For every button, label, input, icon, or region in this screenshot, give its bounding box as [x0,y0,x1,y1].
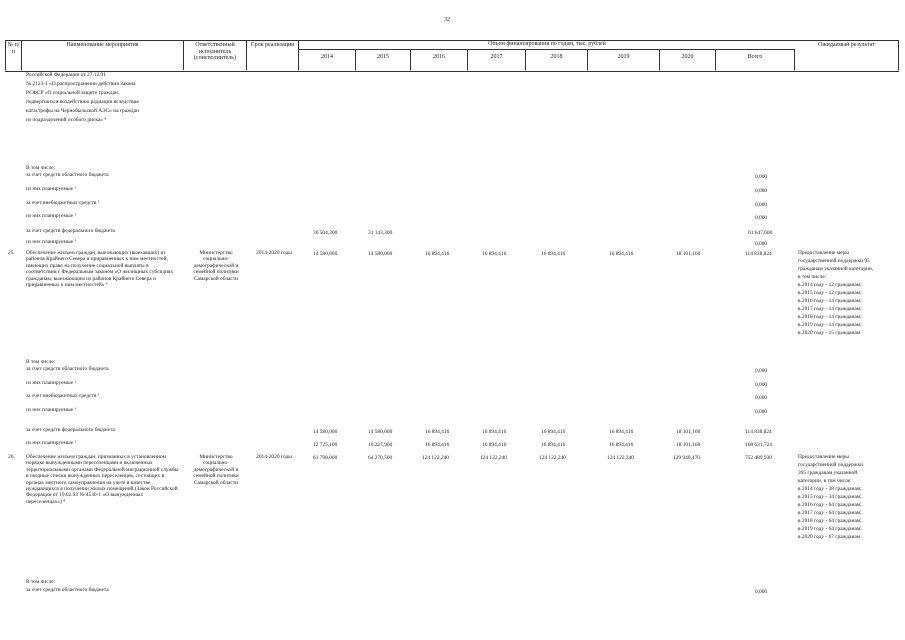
value-2016: 16 894,416 [425,251,450,257]
header-year: 2014 [299,49,356,70]
result-line: категории, в том числе: [798,478,852,484]
result-line: Предоставление меры [798,454,849,460]
value-2014: 30 504,300 [313,230,338,236]
value-2017: 124 122,240 [480,455,507,461]
value-2019: 16 894,416 [609,429,634,435]
value-2016: 16 894,416 [425,442,450,448]
value-2019: 16 894,416 [609,442,634,448]
value-2015: 64 270,500 [368,455,393,461]
value-2020: 18 101,160 [676,429,701,435]
total-value: 0,000 [755,589,768,595]
value-2020: 18 101,160 [676,251,701,257]
row-label: из них планируемые ¹ [26,380,76,386]
row-label: за счет средств федерального бюджета [26,228,115,234]
implementation-term: 2014-2020 годы [256,454,292,460]
result-line: в 2019 году - 64 гражданам; [798,526,862,532]
header-year: 2020 [660,49,716,70]
total-value: 0,000 [755,215,768,221]
result-line: в 2016 году - 64 гражданам; [798,502,862,508]
value-2014: 12 725,100 [313,442,338,448]
header-col-term: Срок реализации [247,40,299,70]
responsible-executor: Министерство социально-демографической и семейной политики Самарской области [193,250,239,282]
header-year-total: Всего [716,49,795,70]
total-value: 752 489,930 [745,455,772,461]
value-2014: 61 790,000 [313,455,338,461]
page-number: 32 [444,17,450,23]
result-line: гражданам указанной категории, [798,266,874,272]
result-line: в 2015 году - 12 гражданам; [798,290,862,296]
total-value: 114 838,824 [745,251,772,257]
value-2015: 14 580,000 [368,251,393,257]
value-2020: 129 940,470 [673,455,700,461]
total-value: 0,000 [755,395,768,401]
total-value: 61 647,600 [748,230,773,236]
row-label: за счет средств областного бюджета [26,172,109,178]
value-2018: 124 122,240 [539,455,566,461]
row-number: 25. [8,250,15,256]
continued-text-line: из подразделений особого риска» ⁴ [26,117,107,123]
header-year: 2019 [588,49,660,70]
continued-text-line: подвергшихся воздействию радиации вследствие [26,99,139,105]
header-col-volume: Объем финансирования по годам, тыс. рублей [299,40,795,50]
value-2014: 14 580,000 [313,429,338,435]
row-label: из них планируемые ¹ [26,440,76,446]
row-label: из них планируемые ¹ [26,239,76,245]
row-label: из них планируемые ¹ [26,213,76,219]
result-line: Предоставление меры [798,250,849,256]
continued-text-line: катастрофы на Чернобыльской АЭС» на граждан [26,108,139,114]
value-2015: 14 580,000 [368,429,393,435]
result-line: в 2014 году - 12 гражданам; [798,282,862,288]
value-2017: 16 894,416 [482,429,507,435]
row-label: за счет средств областного бюджета [26,366,109,372]
result-line: в 2020 году - 15 гражданам [798,330,861,336]
responsible-executor: Министерство социально-демографической и семейной политики Самарской области [193,454,239,486]
header-year: 2015 [356,49,411,70]
result-line: в 2017 году - 64 гражданам; [798,510,862,516]
row-label: за счет внебюджетных средств ² [26,200,100,206]
row-number: 26. [8,454,15,460]
value-2015: 10 227,900 [368,442,393,448]
result-line: в 2015 году - 34 гражданам; [798,494,862,500]
total-value: 0,000 [755,241,768,247]
continued-text-line: № 2123-1 «О распространении действия Закона [26,81,136,87]
value-2016: 124 122,240 [422,455,449,461]
result-line: в 2014 году - 38 гражданам; [798,486,862,492]
header-year: 2017 [468,49,526,70]
header-col-result: Ожидаемый результат [795,40,899,70]
header-col-number: № п/п [5,40,22,70]
header-col-name: Наименование мероприятия [22,40,184,70]
value-2017: 16 894,416 [482,251,507,257]
result-line: в 2017 году - 14 гражданам; [798,306,862,312]
continued-text-line: РСФСР «О социальной защите граждан, [26,90,120,96]
value-2018: 16 894,416 [541,442,566,448]
total-value: 108 631,724 [745,442,772,448]
in-total-label: В том числе: [26,359,56,365]
continued-text-line: Российской Федерации от 27.12.91 [26,72,106,78]
result-line: 395 гражданам указанной [798,470,858,476]
result-line: государственной поддержки 95 [798,258,870,264]
total-value: 0,000 [755,202,768,208]
header-year: 2016 [411,49,468,70]
row-label: за счет внебюджетных средств ² [26,393,100,399]
total-value: 0,000 [755,368,768,374]
result-line: в том числе: [798,274,827,280]
measure-name: Обеспечение жильем граждан, признанных в установленном порядке вынужденными переселенцами и включенных территориальными органами Федеральной миграционной службы в сводные списки вынужденных переселенцев, состоящих в органах местного самоуправления на учете в качестве нуждающихся в получении жилых помещений (Закон Российской Федерации от 19.02.93 № 4530-1 «О вынужденных переселенцах») ⁴ [26,454,179,505]
total-value: 0,000 [755,174,768,180]
row-label: из них планируемые ¹ [26,186,76,192]
result-line: в 2020 году - 67 гражданам [798,534,861,540]
value-2014: 14 580,000 [313,251,338,257]
result-line: в 2019 году - 14 гражданам; [798,322,862,328]
value-2019: 124 122,240 [607,455,634,461]
value-2016: 16 894,416 [425,429,450,435]
value-2020: 18 101,160 [676,442,701,448]
total-value: 0,000 [755,409,768,415]
value-2015: 31 143,300 [368,230,393,236]
result-line: государственной поддержки [798,462,863,468]
row-label: за счет средств областного бюджета [26,587,109,593]
total-value: 0,000 [755,188,768,194]
header-year: 2018 [526,49,588,70]
value-2018: 16 894,416 [541,251,566,257]
value-2018: 16 894,416 [541,429,566,435]
in-total-label: В том числе: [26,579,56,585]
measure-name: Обеспечение жильем граждан, выезжающих (выехавших) из районов Крайнего Севера и приравненных к ним местностей, имеющих право на получение социальной выплаты в соответствии с Федеральным законом «О жилищных субсидиях гражданам, выезжающим из районов Крайнего Севера и приравненных к ним местностей» ⁴ [26,250,174,289]
row-label: за счет средств федерального бюджета [26,427,115,433]
in-total-label: В том числе: [26,165,56,171]
header-col-responsible: Ответственный исполнитель (соисполнитель) [184,40,247,70]
implementation-term: 2014-2020 годы [256,250,292,256]
row-label: из них планируемые ¹ [26,407,76,413]
value-2017: 16 894,416 [482,442,507,448]
result-line: в 2018 году - 64 гражданам; [798,518,862,524]
total-value: 0,000 [755,382,768,388]
value-2019: 16 894,416 [609,251,634,257]
result-line: в 2016 году - 14 гражданам; [798,298,862,304]
result-line: в 2018 году - 14 гражданам; [798,314,862,320]
total-value: 114 838,824 [745,429,772,435]
